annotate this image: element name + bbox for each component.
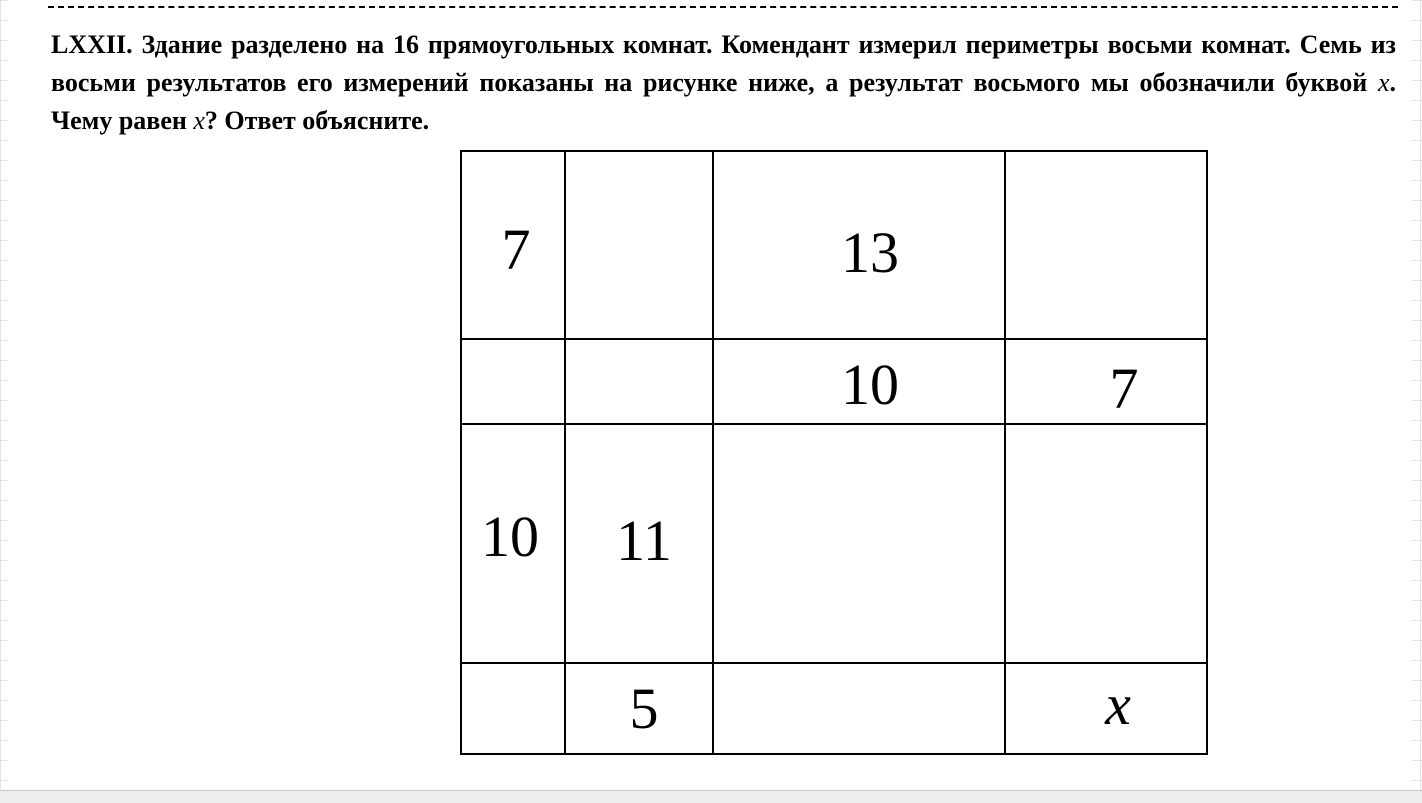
- room-perimeter-r4c2: 5: [629, 676, 659, 741]
- wall-horizontal-3: [462, 662, 1206, 664]
- room-perimeter-r2c3: 10: [841, 352, 899, 417]
- room-perimeter-r1c1: 7: [501, 217, 531, 282]
- problem-text-part1: LXXII. Здание разделено на 16 прямоугольных комнат. Комендант измерил периметры восьми комнат. Семь из восьми результатов его измерений показаны на рисунке ниже, а результат восьмого мы обозначили буквой: [51, 30, 1396, 97]
- bottom-ruler: [0, 790, 1422, 803]
- problem-text-part2: . Чему равен: [51, 68, 1396, 135]
- wall-horizontal-2: [462, 423, 1206, 425]
- problem-statement: [51, 26, 1396, 140]
- wall-horizontal-1: [462, 338, 1206, 340]
- variable-x: x: [193, 106, 205, 135]
- room-perimeter-r1c3: 13: [841, 220, 899, 285]
- problem-text-part3: ? Ответ объясните.: [204, 106, 430, 135]
- variable-x: x: [1377, 68, 1390, 97]
- room-perimeter-r2c4: 7: [1109, 356, 1139, 421]
- room-perimeter-unknown-x: x: [1105, 672, 1131, 737]
- building-floor-plan: [460, 150, 1208, 755]
- room-perimeter-r3c1: 10: [481, 504, 539, 569]
- room-perimeter-r3c2: 11: [616, 508, 672, 573]
- dashed-separator: [48, 6, 1398, 8]
